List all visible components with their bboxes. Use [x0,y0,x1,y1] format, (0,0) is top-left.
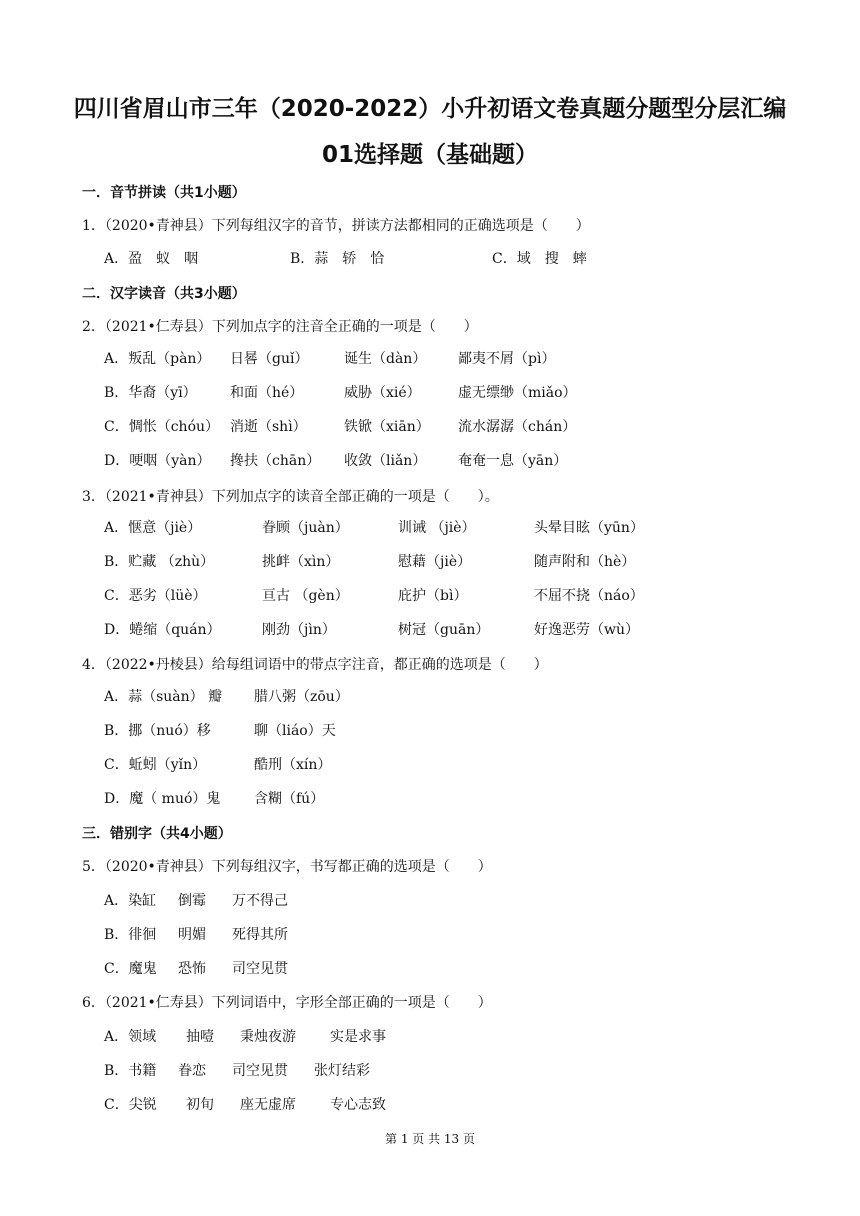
option-item: 含糊（fú） [254,791,325,807]
option-item: 好逸恶劳（wù） [534,622,639,638]
option-item: 挑衅（xìn） [262,554,340,570]
option-item: 威胁（xié） [344,385,421,401]
option-item: 虚无缥缈（miǎo） [458,385,577,401]
section-heading: 三．错别字（共4小题） [82,826,232,842]
option-item: 恐怖 [178,961,206,977]
option-item: 收敛（liǎn） [344,453,427,469]
option-item: A．惬意（jiè） [104,520,202,536]
option-item: 座无虚席 [240,1097,296,1113]
option-item: 训诫 （jiè） [398,520,476,536]
option-item: 司空见贯 [232,1063,288,1079]
option-item: 抽噎 [186,1029,214,1045]
option-item: 专心志致 [330,1097,386,1113]
option-item: 搀扶（chān） [230,453,321,469]
option-b: B．蒜 轿 恰 [290,251,385,267]
option-item: 腊八粥（zōu） [254,689,349,705]
document-title-line1: 四川省眉山市三年（2020-2022）小升初语文卷真题分题型分层汇编 [73,96,787,122]
option-item: A．领域 [104,1029,157,1045]
option-item: B．挪（nuó）移 [104,723,211,739]
option-item: 倒霉 [178,893,206,909]
document-title-line2: 01选择题（基础题） [321,142,538,168]
option-item: 树冠（guān） [398,622,490,638]
option-item: 头晕目眩（yūn） [534,520,644,536]
option-item: 酷刑（xín） [254,757,332,773]
question-stem: 5．（2020•青神县）下列每组汉字，书写都正确的选项是（ ） [82,859,492,875]
option-item: 庇护（bì） [398,588,468,604]
option-item: D．蜷缩（quán） [104,622,221,638]
option-item: B．徘徊 [104,927,157,943]
option-item: 明媚 [178,927,206,943]
option-item: 初旬 [186,1097,214,1113]
page-footer: 第 1 页 共 13 页 [385,1132,475,1146]
option-item: 慰藉（jiè） [398,554,472,570]
option-item: C．尖锐 [104,1097,157,1113]
question-stem: 2．（2021•仁寿县）下列加点字的注音全正确的一项是（ ） [82,319,478,335]
option-item: C．恶劣（lüè） [104,588,207,604]
option-item: 鄙夷不屑（pì） [458,351,556,367]
option-item: B．书籍 [104,1063,157,1079]
option-item: 司空见贯 [232,961,288,977]
question-stem: 1．（2020•青神县）下列每组汉字的音节，拼读方法都相同的正确选项是（ ） [82,218,590,234]
option-item: C．蚯蚓（yǐn） [104,757,207,773]
option-item: 和面（hé） [230,385,304,401]
option-item: 张灯结彩 [314,1063,370,1079]
option-item: 实是求事 [330,1029,386,1045]
option-item: 奄奄一息（yān） [458,453,568,469]
option-item: 消逝（shì） [230,419,307,435]
option-item: 日晷（guǐ） [230,351,309,367]
question-stem: 6．（2021•仁寿县）下列词语中，字形全部正确的一项是（ ） [82,995,492,1011]
option-item: D．魔（ muó）鬼 [104,791,221,807]
option-item: 随声附和（hè） [534,554,636,570]
option-c: C．域 搜 蟀 [492,251,587,267]
option-item: C．魔鬼 [104,961,157,977]
option-item: B．华裔（yī） [104,385,197,401]
option-item: 流水潺潺（chán） [458,419,577,435]
option-item: 铁锨（xiān） [344,419,430,435]
option-item: 刚劲（jìn） [262,622,336,638]
option-item: 秉烛夜游 [240,1029,296,1045]
option-item: 不屈不挠（náo） [534,588,644,604]
option-item: D．哽咽（yàn） [104,453,211,469]
option-item: 眷恋 [178,1063,206,1079]
question-stem: 4．（2022•丹棱县）给每组词语中的带点字注音，都正确的选项是（ ） [82,657,548,673]
section-heading: 一．音节拼读（共1小题） [82,185,246,201]
option-item: C．惆怅（chóu） [104,419,220,435]
option-item: 万不得己 [232,893,288,909]
option-item: B．贮藏 （zhù） [104,554,215,570]
option-item: A．染缸 [104,893,157,909]
option-item: A．蒜（suàn） 瓣 [104,689,223,705]
option-item: 亘古 （gèn） [262,588,349,604]
option-item: A．叛乱（pàn） [104,351,211,367]
option-item: 死得其所 [232,927,288,943]
question-stem: 3．（2021•青神县）下列加点字的读音全部正确的一项是（ ）。 [82,489,499,505]
section-heading: 二．汉字读音（共3小题） [82,286,246,302]
option-a: A．盈 蚁 咽 [104,251,199,267]
option-item: 眷顾（juàn） [262,520,349,536]
option-item: 聊（liáo）天 [254,723,336,739]
option-item: 诞生（dàn） [344,351,427,367]
